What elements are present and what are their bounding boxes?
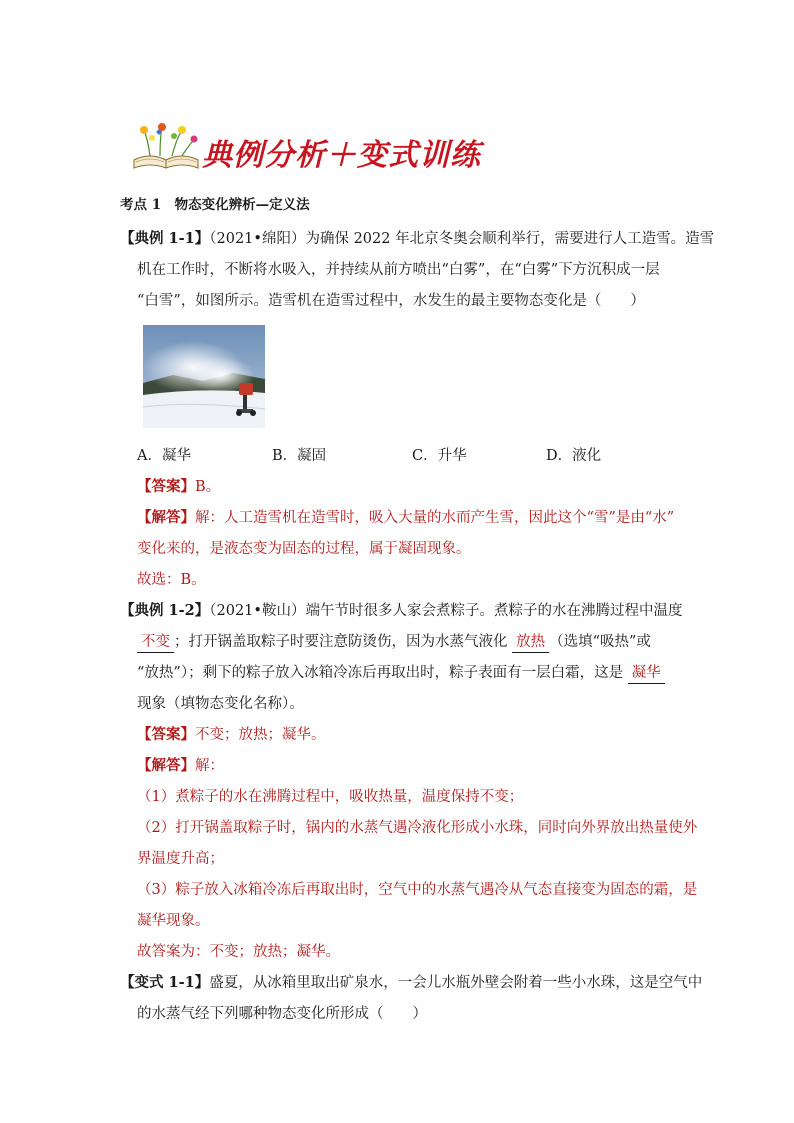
solution-tag: 【解答】 <box>137 757 195 774</box>
example-1-1-solution-line-1: 【解答】解：人工造雪机在造雪时，吸入大量的水而产生雪，因此这个“雪”是由“水” <box>137 509 675 526</box>
example-1-2-line-3: “放热”）；剩下的粽子放入冰箱冷冻后再取出时，粽子表面有一层白霜，这是 凝华 <box>137 663 665 684</box>
example-1-1-line-3: “白雪”，如图所示。造雪机在造雪过程中，水发生的最主要物态变化是（ ） <box>137 293 645 309</box>
example-1-2-answer: 【答案】不变；放热；凝华。 <box>137 726 326 743</box>
example-1-2-solution-head: 【解答】解： <box>137 757 224 774</box>
example-1-1-tag: 【典例 1-1】 <box>120 230 210 247</box>
book-flowers-icon <box>130 122 202 174</box>
answer-tag: 【答案】 <box>137 726 195 743</box>
solution-step-1: （1）煮粽子的水在沸腾过程中，吸收热量，温度保持不变； <box>137 789 524 805</box>
blank-answer-3: 凝华 <box>628 663 665 684</box>
option-b: B．凝固 <box>272 448 327 464</box>
banner-title: 典例分析＋变式训练 <box>202 138 481 173</box>
example-1-2-line-4: 现象（填物态变化名称）。 <box>137 696 304 712</box>
solution-step-3-line-2: 凝华现象。 <box>137 913 210 929</box>
example-1-2-tag: 【典例 1-2】 <box>120 602 210 619</box>
solution-step-2-line-1: （2）打开锅盖取粽子时，锅内的水蒸气遇冷液化形成小水珠，同时向外界放出热量使外 <box>137 820 698 836</box>
solution-step-2-line-2: 界温度升高； <box>137 851 224 867</box>
example-1-1-line-2: 机在工作时，不断将水吸入，并持续从前方喷出“白雾”，在“白雾”下方沉积成一层 <box>137 262 660 278</box>
option-d: D．液化 <box>546 448 602 464</box>
variant-1-1-tag: 【变式 1-1】 <box>120 974 210 991</box>
solution-tag: 【解答】 <box>137 509 195 526</box>
example-1-1-choice: 故选：B。 <box>137 572 206 588</box>
variant-1-1-line-1: 【变式 1-1】盛夏，从冰箱里取出矿泉水，一会儿水瓶外壁会附着一些小水珠，这是空气中 <box>120 974 703 991</box>
variant-1-1-line-2: 的水蒸气经下列哪种物态变化所形成（ ） <box>137 1006 427 1022</box>
blank-answer-2: 放热 <box>512 632 549 653</box>
option-c: C．升华 <box>412 448 467 464</box>
example-1-2-final-answer: 故答案为：不变；放热；凝华。 <box>137 944 340 960</box>
example-1-2-line-1: 【典例 1-2】（2021•鞍山）端午节时很多人家会煮粽子。煮粽子的水在沸腾过程中温度 <box>120 602 683 619</box>
snow-machine-photo <box>143 325 265 428</box>
solution-step-3-line-1: （3）粽子放入冰箱冷冻后再取出时，空气中的水蒸气遇冷从气态直接变为固态的霜，是 <box>137 882 698 898</box>
topic-heading: 考点 1 物态变化辨析—定义法 <box>120 197 310 213</box>
example-1-2-line-2: 不变 ；打开锅盖取粽子时要注意防烫伤，因为水蒸气液化 放热 （选填“吸热”或 <box>137 632 651 653</box>
blank-answer-1: 不变 <box>137 632 174 653</box>
option-a: A．凝华 <box>137 448 191 464</box>
example-1-1-line-1: 【典例 1-1】（2021•绵阳）为确保 2022 年北京冬奥会顺利举行，需要进行人工造雪。造雪 <box>120 230 715 247</box>
section-banner <box>130 122 481 174</box>
example-1-1-solution-line-2: 变化来的，是液态变为固态的过程，属于凝固现象。 <box>137 541 471 557</box>
example-1-1-answer: 【答案】B。 <box>137 478 221 495</box>
answer-tag: 【答案】 <box>137 478 195 495</box>
